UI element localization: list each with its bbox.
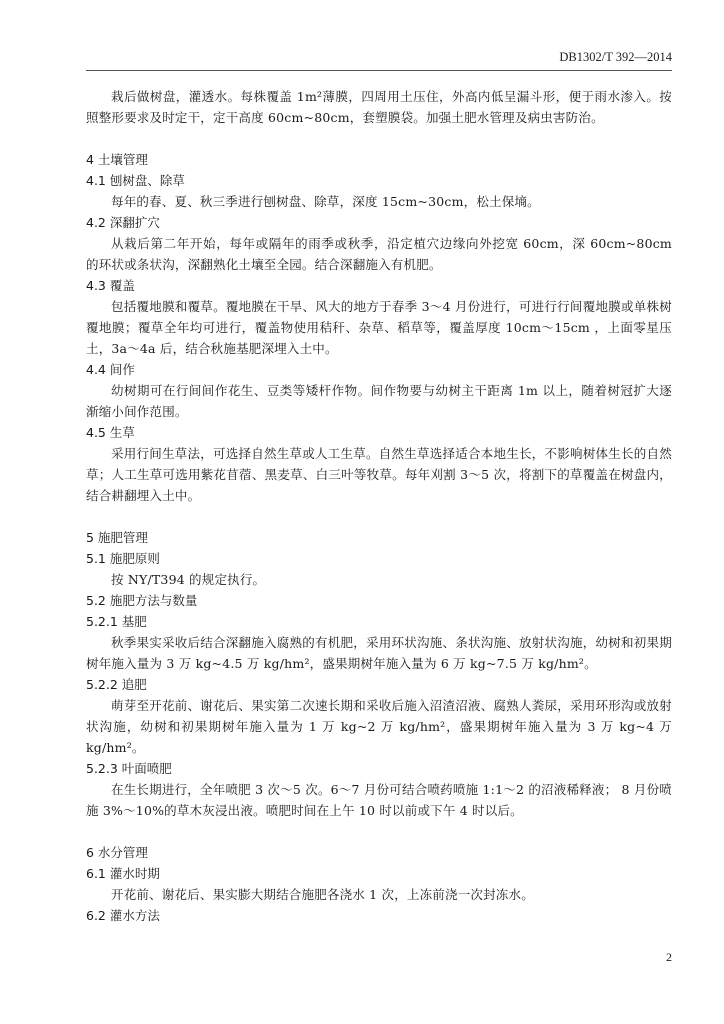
section-heading: 5.2.1 基肥 <box>86 614 147 629</box>
section-heading: 5.1 施肥原则 <box>86 551 160 566</box>
section-heading: 6 水分管理 <box>86 845 148 860</box>
body-paragraph: 幼树期可在行间间作花生、豆类等矮杆作物。间作物要与幼树主干距离 1m 以上，随着树冠扩大逐渐缩小间作范围。 <box>86 383 672 419</box>
section-heading: 5 施肥管理 <box>86 530 148 545</box>
section-heading: 4.4 间作 <box>86 362 135 377</box>
body-paragraph: 包括覆地膜和覆草。覆地膜在干旱、风大的地方于春季 3～4 月份进行，可进行行间覆地膜或单株树覆地膜；覆草全年均可进行，覆盖物使用秸秆、杂草、稻草等，覆盖厚度 10cm～15cm ，上面零星压土，3a～4a 后，结合秋施基肥深埋入土中。 <box>86 299 672 356</box>
section-heading: 4.3 覆盖 <box>86 278 135 293</box>
section-heading: 4 土壤管理 <box>86 152 148 167</box>
body-paragraph: 萌芽至开花前、谢花后、果实第二次速长期和采收后施入沼渣沼液、腐熟人粪尿，采用环形沟或放射状沟施，幼树和初果期树年施入量为 1 万 kg~2 万 kg/hm²，盛果期树年施入量为 3 万 kg~4 万 kg/hm²。 <box>86 698 672 755</box>
section-heading: 6.1 灌水时期 <box>86 866 160 881</box>
section-heading: 5.2.2 追肥 <box>86 677 147 692</box>
header-rule <box>86 70 672 71</box>
section-gap <box>86 506 672 527</box>
document-body <box>86 86 672 926</box>
section-gap <box>86 128 672 149</box>
page-number: 2 <box>666 950 672 964</box>
body-paragraph: 秋季果实采收后结合深翻施入腐熟的有机肥，采用环状沟施、条状沟施、放射状沟施，幼树和初果期树年施入量为 3 万 kg~4.5 万 kg/hm²，盛果期树年施入量为 6 万 kg~7.5 万 kg/hm²。 <box>86 635 672 671</box>
section-heading: 6.2 灌水方法 <box>86 908 160 923</box>
document-id: DB1302/T 392—2014 <box>559 50 672 64</box>
section-heading: 4.1 刨树盘、除草 <box>86 173 185 188</box>
body-paragraph: 按 NY/T394 的规定执行。 <box>111 572 266 587</box>
section-heading: 5.2.3 叶面喷肥 <box>86 761 172 776</box>
section-heading: 4.5 生草 <box>86 425 135 440</box>
body-paragraph: 开花前、谢花后、果实膨大期结合施肥各浇水 1 次，上冻前浇一次封冻水。 <box>111 887 534 902</box>
body-paragraph: 从栽后第二年开始，每年或隔年的雨季或秋季，沿定植穴边缘向外挖宽 60cm，深 60cm~80cm 的环状或条状沟，深翻熟化土壤至全园。结合深翻施入有机肥。 <box>86 236 672 272</box>
section-heading: 4.2 深翻扩穴 <box>86 215 160 230</box>
body-paragraph: 采用行间生草法，可选择自然生草或人工生草。自然生草选择适合本地生长，不影响树体生长的自然草；人工生草可选用紫花苜蓿、黑麦草、白三叶等牧草。每年刈割 3～5 次，将割下的草覆盖在树盘内，结合耕翻埋入土中。 <box>86 446 672 503</box>
section-heading: 5.2 施肥方法与数量 <box>86 593 198 608</box>
section-gap <box>86 821 672 842</box>
body-paragraph: 在生长期进行，全年喷肥 3 次～5 次。6～7 月份可结合喷药喷施 1:1～2 的沼液稀释液； 8 月份喷施 3%～10%的草木灰浸出液。喷肥时间在上午 10 时以前或下午 4 时以后。 <box>86 782 672 818</box>
body-paragraph: 每年的春、夏、秋三季进行刨树盘、除草，深度 15cm~30cm，松土保墒。 <box>111 194 540 209</box>
body-paragraph: 栽后做树盘，灌透水。每株覆盖 1m²薄膜，四周用土压住，外高内低呈漏斗形，便于雨水渗入。按照整形要求及时定干，定干高度 60cm~80cm，套塑膜袋。加强土肥水管理及病虫害防治。 <box>86 89 672 125</box>
